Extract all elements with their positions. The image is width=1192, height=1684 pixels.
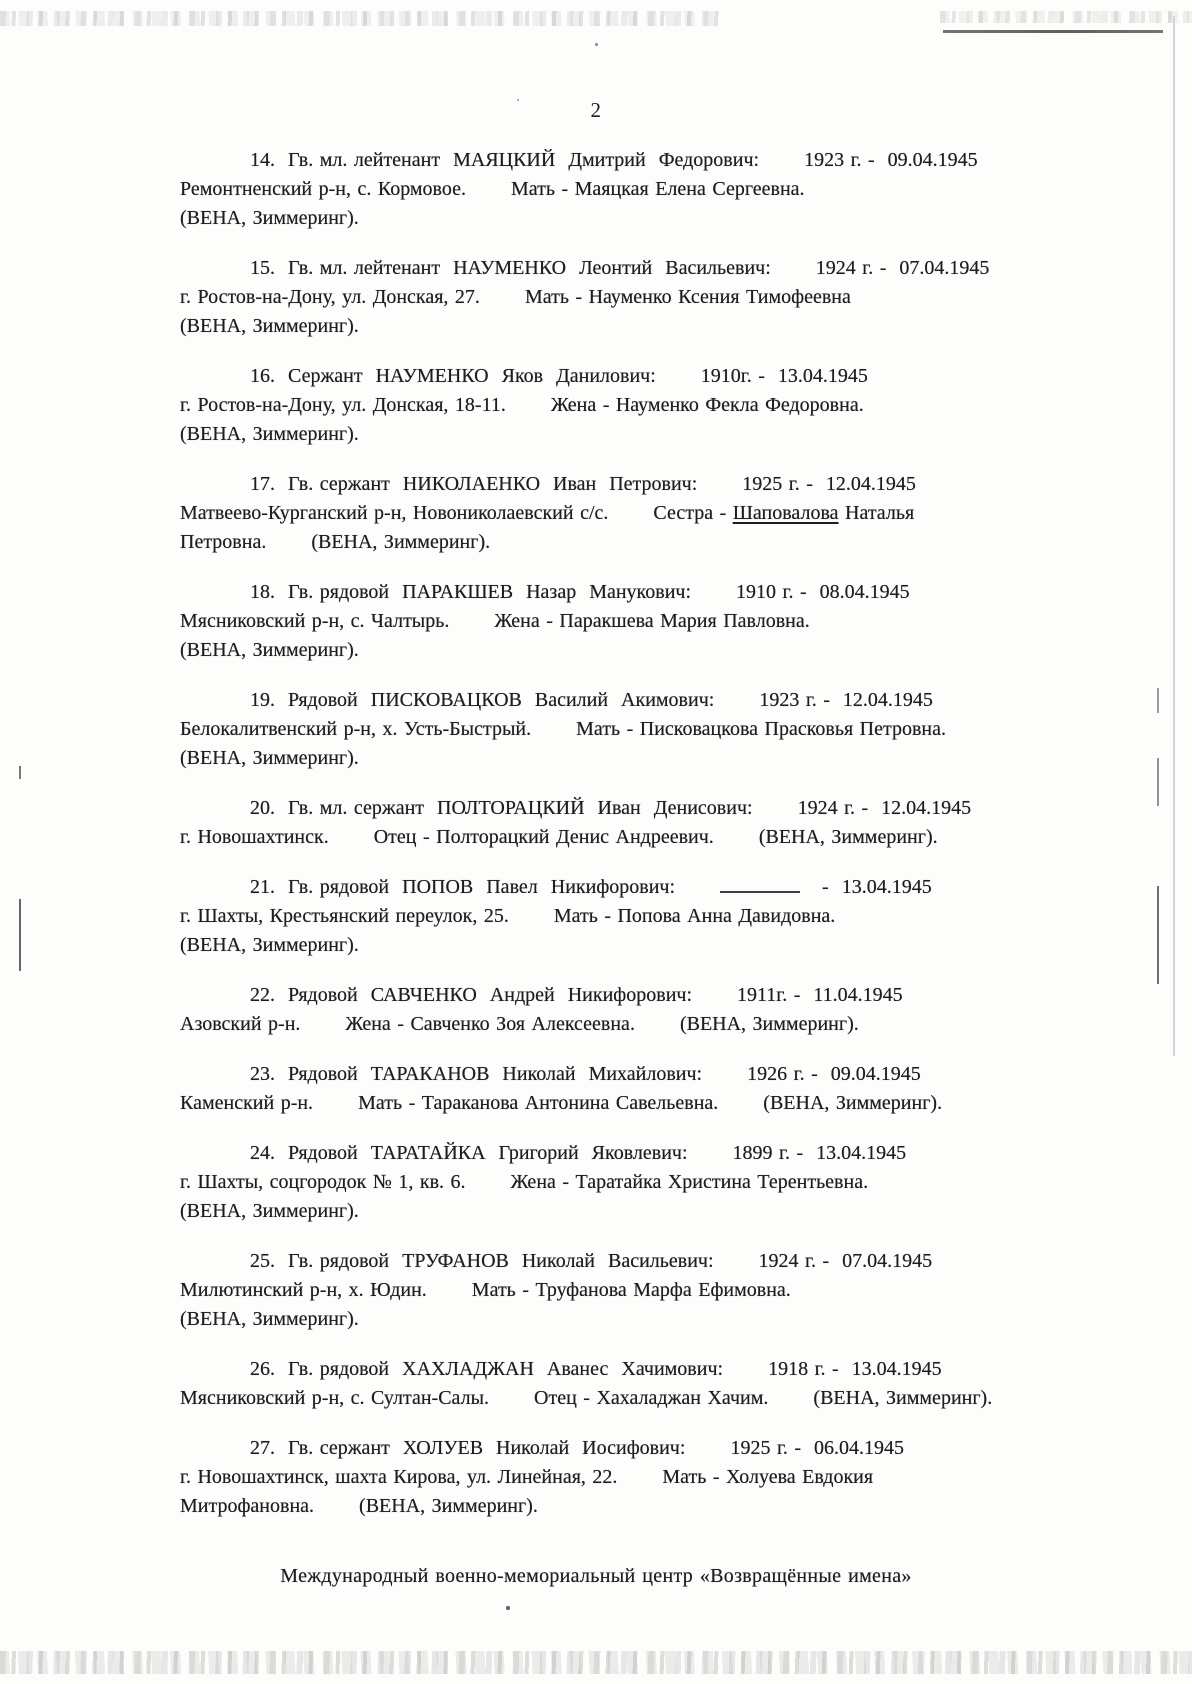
entry-line: [180, 1010, 1070, 1039]
column-gap: [635, 1029, 680, 1030]
column-gap: [702, 1079, 747, 1080]
column-gap: [714, 842, 759, 843]
text-run: 1918 г. - 13.04.1945: [768, 1358, 942, 1380]
text-run: (ВЕНА, Зиммеринг).: [180, 747, 359, 769]
text-run: Мать - Труфанова Марфа Ефимовна.: [471, 1279, 791, 1301]
entry-19: [180, 686, 1070, 773]
column-gap: [723, 1374, 768, 1375]
text-run: (ВЕНА, Зиммеринг).: [311, 531, 491, 553]
column-gap: [466, 194, 511, 195]
column-gap: [697, 489, 742, 490]
column-gap: [314, 1511, 359, 1512]
text-run: Петровна.: [180, 531, 267, 553]
entry-line: [180, 902, 1070, 931]
entry-line: [180, 981, 1070, 1010]
entry-line: [180, 873, 1070, 902]
column-gap: [688, 1158, 733, 1159]
scan-speck: [595, 43, 598, 46]
entry-20: [180, 794, 1070, 852]
text-run: 27. Гв. сержант ХОЛУЕВ Николай Иосифович:: [250, 1437, 686, 1459]
text-run: 16. Сержант НАУМЕНКО Яков Данилович:: [250, 365, 656, 387]
scan-mark-right-dash-3: [1157, 886, 1159, 984]
entry-line: [180, 931, 1070, 960]
text-run: (ВЕНА, Зиммеринг).: [359, 1495, 538, 1517]
text-run: 1911г. - 11.04.1945: [737, 984, 903, 1006]
entry-16: [180, 362, 1070, 449]
text-run: г. Ростов-на-Дону, ул. Донская, 27.: [180, 286, 480, 308]
column-gap: [300, 1029, 345, 1030]
column-gap: [759, 165, 804, 166]
entry-line: [180, 715, 1070, 744]
text-run: 1925 г. - 06.04.1945: [730, 1437, 905, 1459]
text-run: - 13.04.1945: [822, 876, 932, 898]
text-run: Каменский р-н.: [180, 1092, 314, 1114]
scan-mark-left-tick: [19, 766, 21, 779]
text-run: Митрофановна.: [180, 1495, 315, 1517]
scan-mark-left-line: [19, 899, 21, 971]
entry-line: [180, 499, 1070, 528]
column-gap: [685, 1453, 730, 1454]
entry-line: [180, 362, 1070, 391]
text-run: г. Шахты, соцгородок № 1, кв. 6.: [180, 1171, 466, 1193]
text-run: Шаповалова: [732, 502, 839, 524]
scan-mark-right-dash-1: [1157, 688, 1159, 713]
column-gap: [313, 1108, 358, 1109]
text-run: Наталья: [838, 502, 915, 524]
scan-noise-band-top-right: [940, 11, 1192, 23]
text-run: Мать - Науменко Ксения Тимофеевна: [524, 286, 851, 308]
text-run: (ВЕНА, Зиммеринг).: [813, 1387, 993, 1409]
text-run: (ВЕНА, Зиммеринг).: [679, 1013, 859, 1035]
text-run: (ВЕНА, Зиммеринг).: [180, 423, 359, 445]
text-run: Мясниковский р-н, с. Султан-Салы.: [180, 1387, 490, 1409]
entry-line: [180, 794, 1070, 823]
entry-line: [180, 607, 1070, 636]
entry-26: [180, 1355, 1070, 1413]
entry-line: [180, 470, 1070, 499]
entry-line: [180, 1089, 1070, 1118]
entry-22: [180, 981, 1070, 1039]
text-run: 19. Рядовой ПИСКОВАЦКОВ Василий Акимович:: [250, 689, 715, 711]
text-run: 17. Гв. сержант НИКОЛАЕНКО Иван Петрович:: [250, 473, 698, 495]
entry-line: [180, 1355, 1070, 1384]
entry-25: [180, 1247, 1070, 1334]
text-run: Милютинский р-н, х. Юдин.: [180, 1279, 427, 1301]
entry-line: [180, 686, 1070, 715]
text-run: г. Ростов-на-Дону, ул. Донская, 18-11.: [180, 394, 506, 416]
text-run: (ВЕНА, Зиммеринг).: [180, 315, 359, 337]
entry-line: [180, 1384, 1070, 1413]
entry-14: [180, 146, 1070, 233]
column-gap: [531, 734, 576, 735]
column-gap: [489, 1403, 534, 1404]
column-gap: [466, 1187, 511, 1188]
column-gap: [768, 1403, 813, 1404]
page-number: 2: [590, 98, 602, 122]
text-run: 25. Гв. рядовой ТРУФАНОВ Николай Васильевич:: [250, 1250, 714, 1272]
text-run: (ВЕНА, Зиммеринг).: [180, 1308, 359, 1330]
text-run: Жена - Науменко Фекла Федоровна.: [550, 394, 864, 416]
text-run: (ВЕНА, Зиммеринг).: [180, 207, 359, 229]
entry-line: [180, 1276, 1070, 1305]
entry-line: [180, 823, 1070, 852]
column-gap: [718, 1108, 763, 1109]
column-gap: [617, 1482, 662, 1483]
column-gap: [800, 892, 822, 893]
column-gap: [771, 273, 816, 274]
text-run: (ВЕНА, Зиммеринг).: [763, 1092, 943, 1114]
text-run: 24. Рядовой ТАРАТАЙКА Григорий Яковлевич:: [250, 1142, 688, 1164]
text-run: 1924 г. - 07.04.1945: [758, 1250, 933, 1272]
text-run: 1924 г. - 12.04.1945: [797, 797, 972, 819]
entry-27: [180, 1434, 1070, 1521]
text-run: 14. Гв. мл. лейтенант МАЯЦКИЙ Дмитрий Федорович:: [250, 149, 760, 171]
entry-line: [180, 1060, 1070, 1089]
text-run: Мать - Маяцкая Елена Сергеевна.: [510, 178, 805, 200]
column-gap: [329, 842, 374, 843]
text-run: Жена - Паракшева Мария Павловна.: [494, 610, 810, 632]
text-run: 1910 г. - 08.04.1945: [736, 581, 910, 603]
text-run: Мать - Писковацкова Прасковья Петровна.: [576, 718, 946, 740]
scan-noise-band-top-left: [0, 11, 720, 26]
column-gap: [692, 1000, 737, 1001]
column-gap: [266, 547, 311, 548]
scan-mark-right-dash-2: [1157, 758, 1159, 806]
entry-17: [180, 470, 1070, 557]
column-gap: [506, 410, 551, 411]
entry-line: [180, 744, 1070, 773]
entry-line: [180, 1197, 1070, 1226]
text-run: Сестра -: [653, 502, 733, 524]
text-run: Мясниковский р-н, с. Чалтырь.: [180, 610, 450, 632]
text-run: 1926 г. - 09.04.1945: [747, 1063, 921, 1085]
text-run: Азовский р-н.: [180, 1013, 301, 1035]
column-gap: [714, 1266, 759, 1267]
text-run: Мать - Тараканова Антонина Савельевна.: [358, 1092, 719, 1114]
text-run: г. Новошахтинск, шахта Кирова, ул. Линейная, 22.: [180, 1466, 618, 1488]
text-run: Матвеево-Курганский р-н, Новониколаевский с/с.: [180, 502, 609, 524]
entry-18: [180, 578, 1070, 665]
entry-line: [180, 283, 1070, 312]
text-run: 1910г. - 13.04.1945: [700, 365, 868, 387]
text-run: Мать - Холуева Евдокия: [662, 1466, 874, 1488]
entry-line: [180, 1247, 1070, 1276]
entry-23: [180, 1060, 1070, 1118]
text-run: 21. Гв. рядовой ПОПОВ Павел Никифорович:: [250, 876, 676, 898]
entry-line: [180, 1305, 1070, 1334]
text-run: 1925 г. - 12.04.1945: [742, 473, 916, 495]
column-gap: [608, 518, 653, 519]
text-run: Белокалитвенский р-н, х. Усть-Быстрый.: [180, 718, 532, 740]
text-run: (ВЕНА, Зиммеринг).: [180, 1200, 359, 1222]
text-run: г. Шахты, Крестьянский переулок, 25.: [180, 905, 509, 927]
entry-line: [180, 1139, 1070, 1168]
entry-24: [180, 1139, 1070, 1226]
entry-line: [180, 578, 1070, 607]
text-run: 1899 г. - 13.04.1945: [732, 1142, 907, 1164]
column-gap: [449, 626, 494, 627]
entry-15: [180, 254, 1070, 341]
text-run: 20. Гв. мл. сержант ПОЛТОРАЦКИЙ Иван Денисович:: [250, 797, 753, 819]
blank-underline: [720, 877, 800, 893]
column-gap: [509, 921, 554, 922]
entry-line: [180, 254, 1070, 283]
column-gap: [480, 302, 525, 303]
text-run: 26. Гв. рядовой ХАХЛАДЖАН Аванес Хачимович:: [250, 1358, 724, 1380]
entry-line: [180, 528, 1070, 557]
text-run: 23. Рядовой ТАРАКАНОВ Николай Михайлович:: [250, 1063, 703, 1085]
text-run: (ВЕНА, Зиммеринг).: [180, 639, 359, 661]
entry-21: [180, 873, 1070, 960]
entry-line: [180, 204, 1070, 233]
entry-line: [180, 312, 1070, 341]
text-run: (ВЕНА, Зиммеринг).: [758, 826, 938, 848]
text-run: Мать - Попова Анна Давидовна.: [553, 905, 836, 927]
column-gap: [691, 597, 736, 598]
text-run: (ВЕНА, Зиммеринг).: [180, 934, 359, 956]
column-gap: [427, 1295, 472, 1296]
scan-line-top-right: [943, 30, 1163, 33]
text-run: 22. Рядовой САВЧЕНКО Андрей Никифорович:: [250, 984, 693, 1006]
column-gap: [675, 892, 720, 893]
entry-line: [180, 1492, 1070, 1521]
text-run: 1923 г. - 12.04.1945: [759, 689, 933, 711]
column-gap: [656, 381, 701, 382]
footer-org-title: Международный военно-мемориальный центр «Возвращённые имена»: [280, 1565, 912, 1587]
scan-paper-edge-right: [1173, 16, 1175, 1056]
entry-line: [180, 420, 1070, 449]
text-run: 18. Гв. рядовой ПАРАКШЕВ Назар Манукович:: [250, 581, 692, 603]
entry-line: [180, 636, 1070, 665]
scan-noise-band-bottom: [0, 1651, 1192, 1674]
text-run: Ремонтненский р-н, с. Кормовое.: [180, 178, 466, 200]
text-run: Отец - Полторацкий Денис Андреевич.: [373, 826, 714, 848]
entries: [180, 146, 1070, 1542]
entry-line: [180, 391, 1070, 420]
entry-line: [180, 146, 1070, 175]
text-run: Отец - Хахаладжан Хачим.: [534, 1387, 769, 1409]
text-run: Жена - Савченко Зоя Алексеевна.: [345, 1013, 635, 1035]
text-run: Жена - Таратайка Христина Терентьевна.: [510, 1171, 869, 1193]
text-run: 1923 г. - 09.04.1945: [804, 149, 978, 171]
scan-speck: [506, 1606, 510, 1610]
text-run: 15. Гв. мл. лейтенант НАУМЕНКО Леонтий Васильевич:: [250, 257, 771, 279]
entry-line: [180, 1463, 1070, 1492]
text-run: г. Новошахтинск.: [180, 826, 329, 848]
entry-line: [180, 1434, 1070, 1463]
column-gap: [714, 705, 759, 706]
entry-line: [180, 1168, 1070, 1197]
text-run: 1924 г. - 07.04.1945: [815, 257, 990, 279]
entry-line: [180, 175, 1070, 204]
column-gap: [753, 813, 798, 814]
